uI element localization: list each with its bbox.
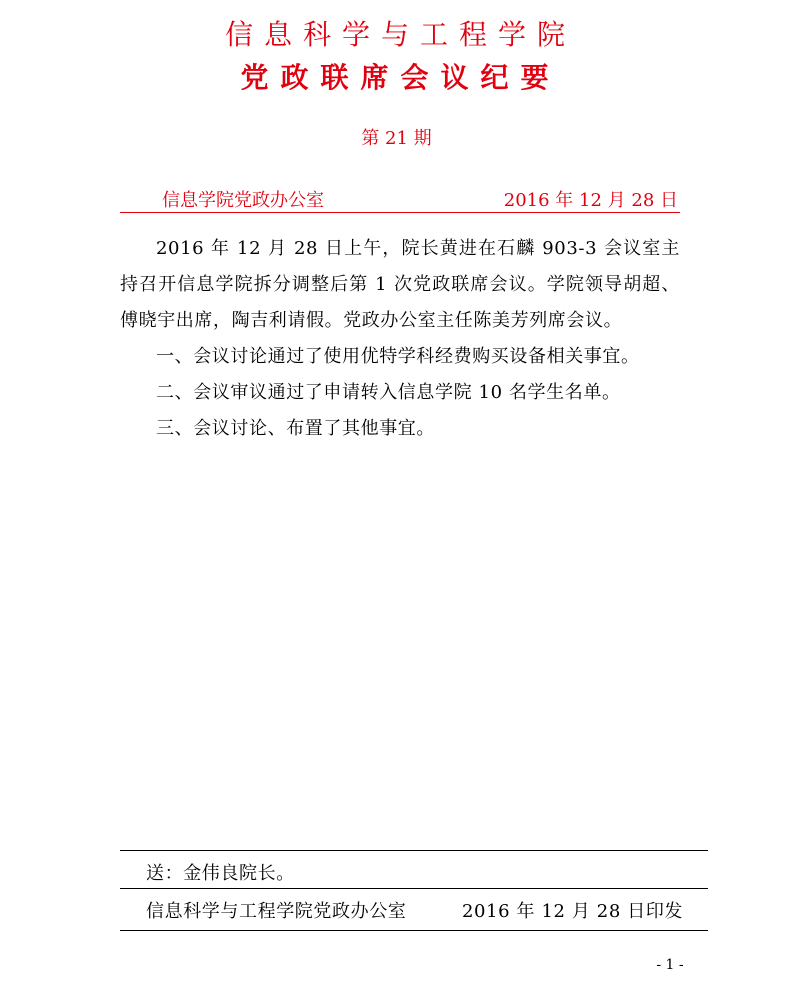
opening-paragraph: 2016 年 12 月 28 日上午，院长黄进在石麟 903-3 会议室主持召开信息学院拆分调整后第 1 次党政联席会议。学院领导胡超、傅晓宇出席，陶吉利请假。党政办公室主任陈美芳列席会议。	[120, 238, 680, 331]
document-subtitle: 党政联席会议纪要	[240, 61, 561, 94]
minutes-body	[120, 231, 680, 447]
issuer-date: 2016 年 12 月 28 日	[503, 190, 678, 211]
item-paragraph: 二、会议审议通过了申请转入信息学院 10 名学生名单。	[156, 382, 621, 403]
issuer-office: 信息学院党政办公室	[162, 190, 324, 211]
document-title: 信息科学与工程学院	[224, 18, 576, 51]
item-paragraph: 一、会议讨论通过了使用优特学科经费购买设备相关事宜。	[156, 346, 640, 367]
issue-number: 第 21 期	[361, 128, 432, 149]
red-divider	[120, 212, 680, 213]
footer-middle-rule	[120, 888, 708, 889]
print-date: 2016 年 12 月 28 日印发	[462, 901, 684, 922]
cc-recipients: 送：金伟良院长。	[146, 863, 295, 884]
page-number: - 1 -	[656, 957, 684, 973]
item-paragraph: 三、会议讨论、布置了其他事宜。	[156, 418, 435, 439]
footer-bottom-rule	[120, 930, 708, 931]
print-office: 信息科学与工程学院党政办公室	[146, 901, 407, 922]
footer-top-rule	[120, 850, 708, 851]
issuer-row	[120, 190, 680, 212]
